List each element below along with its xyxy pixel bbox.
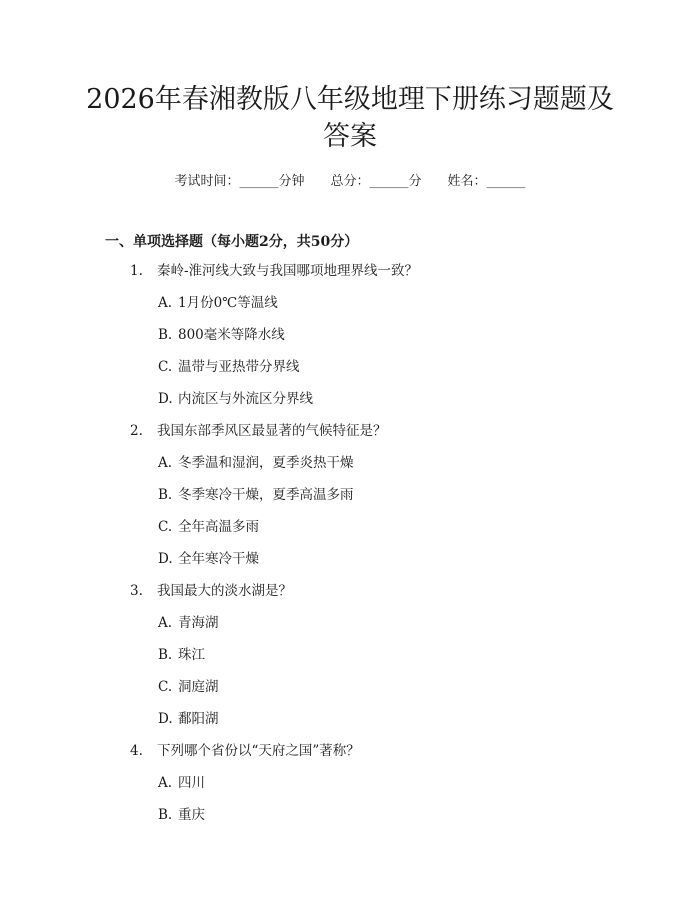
question-text: 秦岭-淮河线大致与我国哪项地理界线一致？ xyxy=(157,263,419,279)
option xyxy=(158,614,219,632)
page-title-line-1: 2026年春湘教版八年级地理下册练习题题及 xyxy=(86,84,614,115)
option-text: 全年寒冷干燥 xyxy=(178,551,259,567)
question-text: 我国最大的淡水湖是？ xyxy=(157,583,292,599)
name-label: 姓名： xyxy=(447,174,487,189)
option-label: B. xyxy=(158,647,173,663)
option xyxy=(158,518,259,536)
question-2 xyxy=(130,422,387,440)
score-label: 总分： xyxy=(330,174,370,189)
option-label: D. xyxy=(158,551,173,567)
option-text: 重庆 xyxy=(178,807,205,823)
option-label: B. xyxy=(158,327,173,343)
option-text: 全年高温多雨 xyxy=(178,519,259,535)
option xyxy=(158,486,354,504)
option-label: A. xyxy=(158,295,173,311)
option xyxy=(158,710,219,728)
option xyxy=(158,678,219,696)
question-text: 下列哪个省份以“天府之国”著称？ xyxy=(157,743,360,759)
option xyxy=(158,454,354,472)
option-label: B. xyxy=(158,487,173,503)
option-label: C. xyxy=(158,679,173,695)
option-label: A. xyxy=(158,455,173,471)
question-number: 4. xyxy=(130,743,143,759)
option-text: 800毫米等降水线 xyxy=(178,327,285,343)
option-text: 青海湖 xyxy=(178,615,219,631)
option xyxy=(158,326,285,344)
page-title-line-2: 答案 xyxy=(323,121,377,152)
option-text: 洞庭湖 xyxy=(178,679,219,695)
option xyxy=(158,774,205,792)
option xyxy=(158,806,205,824)
option-label: B. xyxy=(158,807,173,823)
question-4 xyxy=(130,742,360,760)
question-number: 1. xyxy=(130,263,143,279)
option-label: C. xyxy=(158,519,173,535)
option-label: D. xyxy=(158,391,173,407)
time-blank: ______ xyxy=(239,174,279,189)
name-blank: ______ xyxy=(486,174,526,189)
option-text: 鄱阳湖 xyxy=(178,711,219,727)
option xyxy=(158,294,278,312)
option-label: A. xyxy=(158,775,173,791)
option-label: D. xyxy=(158,711,173,727)
question-1 xyxy=(130,262,418,280)
option xyxy=(158,358,300,376)
question-3 xyxy=(130,582,292,600)
time-unit: 分钟 xyxy=(278,174,305,189)
score-unit: 分 xyxy=(408,174,422,189)
question-number: 2. xyxy=(130,423,143,439)
option-text: 珠江 xyxy=(178,647,205,663)
option-text: 1月份0℃等温线 xyxy=(178,295,278,311)
option xyxy=(158,550,259,568)
question-text: 我国东部季风区最显著的气候特征是？ xyxy=(157,423,387,439)
option xyxy=(158,646,205,664)
section-heading: 一、单项选择题（每小题2分，共50分） xyxy=(105,234,359,250)
option-text: 冬季寒冷干燥，夏季高温多雨 xyxy=(178,487,354,503)
exam-info-row xyxy=(0,170,700,189)
question-number: 3. xyxy=(130,583,143,599)
option xyxy=(158,390,313,408)
option-text: 冬季温和湿润，夏季炎热干燥 xyxy=(178,455,354,471)
option-label: C. xyxy=(158,359,173,375)
option-text: 温带与亚热带分界线 xyxy=(178,359,300,375)
option-text: 四川 xyxy=(178,775,205,791)
score-blank: ______ xyxy=(369,174,409,189)
option-text: 内流区与外流区分界线 xyxy=(178,391,313,407)
time-label: 考试时间： xyxy=(174,174,240,189)
option-label: A. xyxy=(158,615,173,631)
